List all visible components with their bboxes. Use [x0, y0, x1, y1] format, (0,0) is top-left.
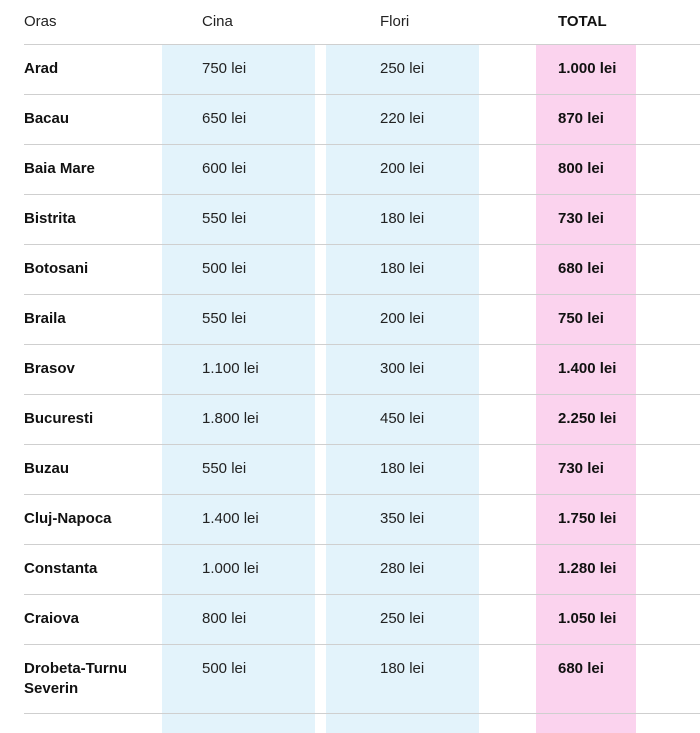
flori-cell: 250 lei: [380, 595, 558, 645]
city-cell: Botosani: [24, 245, 202, 295]
city-cell: Cluj-Napoca: [24, 495, 202, 545]
flori-cell: 200 lei: [380, 295, 558, 345]
table-row: [24, 545, 700, 595]
table-row: [24, 445, 700, 495]
flori-cell: 450 lei: [380, 395, 558, 445]
total-cell: 730 lei: [558, 195, 700, 245]
cina-cell: 500 lei: [202, 245, 380, 295]
city-cell: Craiova: [24, 595, 202, 645]
flori-cell: 180 lei: [380, 445, 558, 495]
cina-cell: 1.100 lei: [202, 345, 380, 395]
table-row: [24, 95, 700, 145]
flori-cell: 280 lei: [380, 545, 558, 595]
total-cell: 750 lei: [558, 295, 700, 345]
city-cell: Bucuresti: [24, 395, 202, 445]
flori-cell: 350 lei: [380, 495, 558, 545]
city-cell: Constanta: [24, 545, 202, 595]
city-cell: Baia Mare: [24, 145, 202, 195]
header-cina: Cina: [202, 13, 233, 30]
table-row: [24, 345, 700, 395]
city-cell: Bistrita: [24, 195, 202, 245]
flori-cell: 250 lei: [380, 45, 558, 95]
table-row: [24, 645, 700, 714]
city-cell: Bacau: [24, 95, 202, 145]
cina-cell: 550 lei: [202, 195, 380, 245]
header-city: Oras: [24, 13, 57, 30]
cina-cell: 550 lei: [202, 295, 380, 345]
total-cell: 800 lei: [558, 145, 700, 195]
flori-cell: 180 lei: [380, 195, 558, 245]
table-header-row: [24, 0, 700, 45]
flori-cell: 220 lei: [380, 95, 558, 145]
cina-cell: 800 lei: [202, 595, 380, 645]
flori-cell: 180 lei: [380, 645, 558, 714]
city-cell: Arad: [24, 45, 202, 95]
cina-cell: 1.400 lei: [202, 495, 380, 545]
total-cell: 870 lei: [558, 95, 700, 145]
total-cell: 1.750 lei: [558, 495, 700, 545]
total-cell: 680 lei: [558, 245, 700, 295]
table-row: [24, 245, 700, 295]
city-cell: Braila: [24, 295, 202, 345]
cina-cell: 500 lei: [202, 645, 380, 714]
flori-cell: 180 lei: [380, 245, 558, 295]
cina-cell: 750 lei: [202, 45, 380, 95]
total-cell: 1.400 lei: [558, 345, 700, 395]
total-cell: 2.250 lei: [558, 395, 700, 445]
total-cell: 730 lei: [558, 445, 700, 495]
cina-cell: 600 lei: [202, 145, 380, 195]
flori-cell: 300 lei: [380, 345, 558, 395]
total-cell: 680 lei: [558, 645, 700, 714]
total-cell: 1.050 lei: [558, 595, 700, 645]
total-cell: 1.000 lei: [558, 45, 700, 95]
city-cell: Brasov: [24, 345, 202, 395]
cina-cell: 550 lei: [202, 445, 380, 495]
table-row: [24, 595, 700, 645]
cina-cell: 1.800 lei: [202, 395, 380, 445]
table-row: [24, 395, 700, 445]
header-total: TOTAL: [558, 13, 607, 30]
table-row: [24, 45, 700, 95]
price-table: [24, 0, 700, 714]
table-row: [24, 195, 700, 245]
city-cell: Drobeta-Turnu Severin: [24, 645, 202, 714]
total-cell: 1.280 lei: [558, 545, 700, 595]
table-row: [24, 145, 700, 195]
flori-cell: 200 lei: [380, 145, 558, 195]
header-flori: Flori: [380, 13, 410, 30]
table-row: [24, 495, 700, 545]
table-row: [24, 295, 700, 345]
cina-cell: 1.000 lei: [202, 545, 380, 595]
cina-cell: 650 lei: [202, 95, 380, 145]
city-cell: Buzau: [24, 445, 202, 495]
